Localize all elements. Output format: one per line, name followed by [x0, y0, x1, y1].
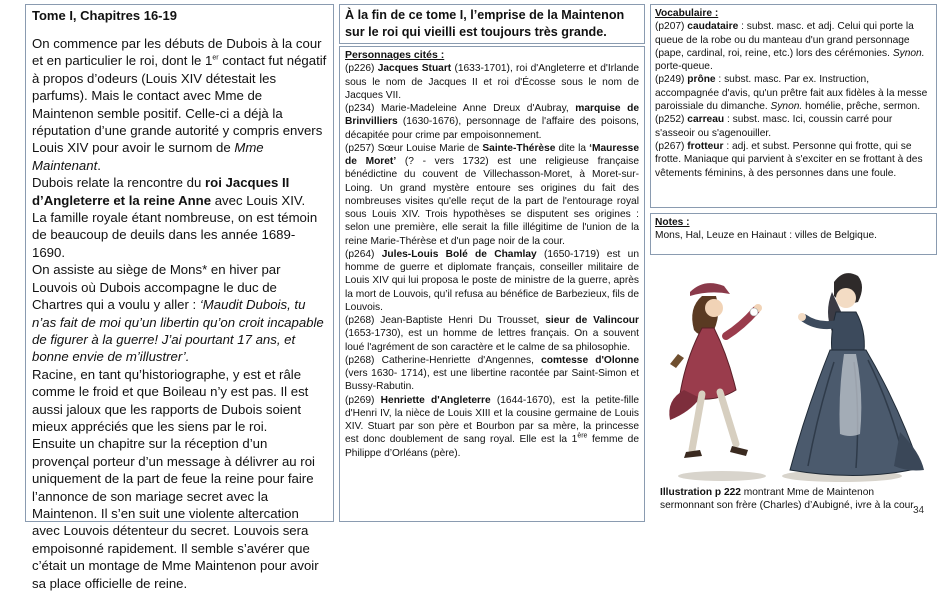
vocabulary-entry: (p267) frotteur : adj. et subst. Personne qui frotte, qui se frotte. Maniaque qui parvient à s'exciter en se frottant à des vêtements féminins, à des personnes dans une foule. [655, 140, 923, 179]
character-entry: (p268) Catherine-Henriette d'Angennes, comtesse d'Olonne (vers 1630- 1714), est une libertine racontée par Saint-Simon et Bussy-Rabutin. [345, 354, 639, 393]
summary-body [32, 35, 327, 592]
notes-panel [650, 213, 937, 255]
page-number: 34 [913, 505, 925, 516]
character-entry: (p226) Jacques Stuart (1633-1701), roi d'Angleterre et d'Irlande sous le nom de Jacques II et roi d'Écosse sous le nom de Jacques VII. [345, 63, 639, 101]
illustration-image [662, 262, 928, 484]
vocabulary-entry: (p207) caudataire : subst. masc. et adj. Celui qui porte la queue de la robe ou du manteau d'un grand personnage (pape, cardinal, roi, reine, etc.) lors des cérémonies. Synon. porte-queue. [655, 21, 925, 73]
vocabulary-entry: (p252) carreau : subst. masc. Ici, coussin carré pour s'asseoir ou s'agenouiller. [655, 114, 893, 139]
notes-heading: Notes : [655, 217, 690, 228]
vocabulary-panel [650, 4, 937, 208]
summary-paragraph-2: Dubois relate la rencontre du roi Jacques II d’Angleterre et la reine Anne avec Louis XIV. [32, 175, 306, 208]
summary-paragraph-5: Racine, en tant qu’historiographe, y est et râle comme le froid et que Boileau n’y est pas. Il est aussi jaloux que les rapports de Dubois soient mieux appréciés que les siens par le roi. [32, 366, 309, 434]
summary-paragraph-4: On assiste au siège de Mons* en hiver par Louvois où Dubois accompagne le duc de Chartres qui a voulu y aller : ‘Maudit Dubois, tu n’as fait de moi qu’un libertin qu’on croit incapable de figurer à la guerre! J’ai pourtant 17 ans, et bonne envie de m’illustrer’. [32, 262, 324, 365]
drunk-man-figure [669, 283, 762, 458]
character-entry: (p234) Marie-Madeleine Anne Dreux d'Aubray, marquise de Brinvilliers (1630-1676), personnage de l'affaire des poisons, décapitée pour crime par empoisonnement. [345, 103, 639, 141]
summary-paragraph-3: La famille royale étant nombreuse, on est témoin de beaucoup de deuils dans les année 1689-1690. [32, 210, 318, 260]
notes-text: Mons, Hal, Leuze en Hainaut : villes de Belgique. [655, 230, 877, 242]
character-entry: (p268) Jean-Baptiste Henri Du Trousset, sieur de Valincour (1653-1730), est un homme de lettres français. On a souvent loué l'agrément de son caractère et le calme de sa philosophie. [345, 315, 639, 353]
characters-heading: Personnages cités : [345, 49, 445, 61]
vocabulary-entry: (p249) prône : subst. masc. Par ex. Instruction, accompagnée d'avis, qu'un prêtre fait aux fidèles à la messe paroissiale du dimanche. Synon. homélie, prêche, sermon. [655, 74, 928, 113]
vocabulary-heading: Vocabulaire : [655, 8, 719, 19]
headline-box [339, 4, 645, 44]
headline-text: À la fin de ce tome I, l’emprise de la Maintenon sur le roi qui vieilli est toujours très grande. [345, 8, 625, 39]
character-entry: (p269) Henriette d'Angleterre (1644-1670), est la petite-fille d'Henri IV, la nièce de Louis XIII et la cousine germaine de Louis XIV. Stuart par son père et Bourbon par sa mère, la princesse est donc doublement de sang royal. Elle est la 1ère femme de Philippe d’Orléans (père). [345, 394, 639, 459]
chapter-title: Tome I, Chapitres 16-19 [32, 8, 177, 23]
characters-panel [339, 46, 645, 522]
chapter-summary-panel [25, 4, 334, 591]
character-entry: (p257) Sœur Louise Marie de Sainte-Thérèse dite la ‘Mauresse de Moret’ (? - vers 1732) est une religieuse française bénédictine du couvent de Villechasson-Moret, à Moret-sur-Loing. Un grand mystère entoure ses origines du fait des nombreuses visites qu'elle reçut de la part de l'entourage royal sous Louis XIV. Trois hypothèses se disputent ses origines : selon une première, elle serait la fille illégitime de l'union de la reine Marie-Thérèse et d'un page noir de la cour. [345, 142, 639, 247]
summary-paragraph-1: On commence par les débuts de Dubois à la cour et en particulier le roi, dont le 1er contact fut négatif à propos d’odeurs (Louis XIV détestait les parfums). Mais le contact avec Mme de Maintenon semble positif. Celle-ci a déjà la réputation d’une grande autorité y compris envers Louis XIV pour avoir le surnom de Mme Maintenant. [32, 36, 327, 173]
madame-figure [790, 273, 924, 475]
character-entry: (p264) Jules-Louis Bolé de Chamlay (1650-1719) est un homme de guerre et diplomate français, conseiller militaire de Louis XIV qui lui proposa le poste de ministre de la guerre, après la mort de Louvois, qu’il refusa au bénéfice de Barbezieux, fils de Louvois. [345, 248, 640, 313]
illustration-caption: Illustration p 222 montrant Mme de Maintenon sermonnant son frère (Charles) d’Aubigné, ivre à la cour. [660, 487, 916, 512]
illustration-drawing [662, 262, 928, 484]
summary-paragraph-6: Ensuite un chapitre sur la réception d’un provençal porteur d’un message à délivrer au roi uniquement de la part de feue la reine pour faire l’annonce de son mariage secret avec la Maintenon. Il s’en suit une violente altercation avec Louvois détenteur du secret. Louvois sera empoisonné rapidement. Il semble s’avérer que c’était un montage de Mme Maintenon pour avoir sa place officielle de reine. [32, 436, 319, 591]
